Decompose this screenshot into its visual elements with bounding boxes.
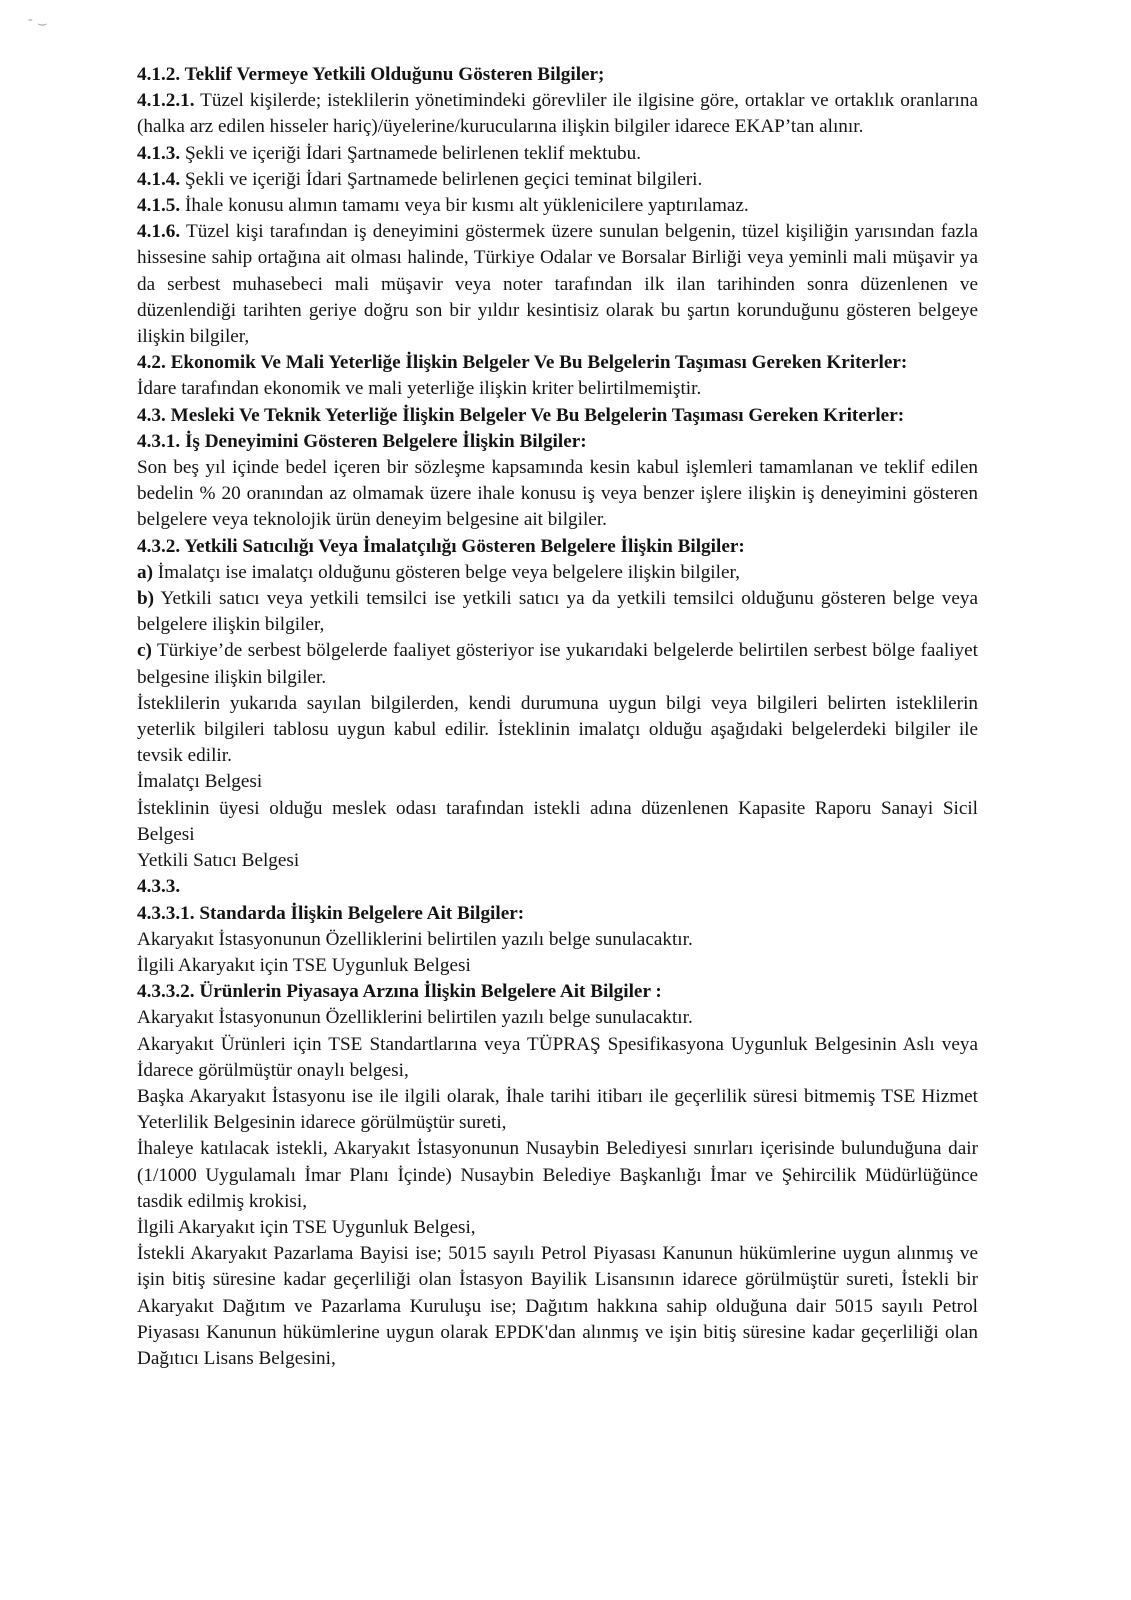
paragraph-text: Şekli ve içeriği İdari Şartnamede belirlenen teklif mektubu. xyxy=(180,142,642,164)
paragraph-text: İmalatçı Belgesi xyxy=(137,771,263,793)
paragraph-4-1-3 xyxy=(137,141,978,167)
paragraph-authorized-seller xyxy=(137,848,978,874)
item-number: 4.1.3. xyxy=(137,142,181,164)
paragraph-capacity-report xyxy=(137,796,978,848)
paragraph-nusaybin-sketch xyxy=(137,1136,978,1215)
scan-artifact-mark: - ͜ xyxy=(28,12,41,27)
paragraph-4-1-6 xyxy=(137,219,978,350)
heading-4-3-1 xyxy=(137,429,978,455)
paragraph-text: İsteklinin üyesi olduğu meslek odası tarafından istekli adına düzenlenen Kapasite Raporu Sanayi Sicil Belgesi xyxy=(137,797,978,845)
paragraph-fuel-products xyxy=(137,1032,978,1084)
document-body xyxy=(137,62,978,1372)
paragraph-text: İsteklilerin yukarıda sayılan bilgilerden, kendi durumuna uygun bilgi veya bilgileri belirten isteklilerin yeterlik bilgileri tablosu uygun kabul edilir. İsteklinin imalatçı olduğu aşağıdaki belgelerdeki bilgiler ile tevsik edilir. xyxy=(137,692,978,767)
paragraph-tse-conformity-2 xyxy=(137,1215,978,1241)
paragraph-text: Tüzel kişi tarafından iş deneyimini göstermek üzere sunulan belgenin, tüzel kişiliğin yarısından fazla hissesine sahip ortağına ait olması halinde, Türkiye Odalar ve Borsalar Birliği veya yeminli mali müşavir ya da serbest muhasebeci mali müşavir veya noter tarafından ilk ilan tarihinden sonra düzenlenen ve düzenlendiği tarihten geriye doğru son bir yıldır kesintisiz olarak bu şartın korunduğunu gösteren belgeye ilişkin bilgiler, xyxy=(137,221,978,348)
item-letter: b) xyxy=(137,588,155,610)
heading-4-1-2 xyxy=(137,62,978,88)
paragraph-text: Başka Akaryakıt İstasyonu ise ile ilgili olarak, İhale tarihi itibarı ile geçerlilik süresi bitmemiş TSE Hizmet Yeterlilik Belgesinin idarece görülmüştür sureti, xyxy=(137,1085,978,1134)
paragraph-text: İhale konusu alımın tamamı veya bir kısmı alt yüklenicilere yaptırılamaz. xyxy=(180,195,749,217)
item-letter: c) xyxy=(137,640,152,662)
paragraph-tse-conformity xyxy=(137,953,978,979)
heading-4-2 xyxy=(137,350,978,376)
item-number: 4.1.4. xyxy=(137,168,181,190)
heading-text: 4.1.2. Teklif Vermeye Yetkili Olduğunu Gösteren Bilgiler; xyxy=(137,64,605,85)
paragraph-4-1-5 xyxy=(137,193,978,219)
paragraph-work-experience xyxy=(137,455,978,534)
paragraph-text: Şekli ve içeriği İdari Şartnamede belirlenen geçici teminat bilgileri. xyxy=(180,168,703,190)
heading-text: 4.3.3.2. Ürünlerin Piyasaya Arzına İlişkin Belgelere Ait Bilgiler : xyxy=(137,981,662,1003)
paragraph-text: İmalatçı ise imalatçı olduğunu gösteren belge veya belgelere ilişkin bilgiler, xyxy=(152,561,740,583)
heading-text: 4.3.3.1. Standarda İlişkin Belgelere Ait Bilgiler: xyxy=(137,902,525,924)
paragraph-text: İlgili Akaryakıt için TSE Uygunluk Belgesi, xyxy=(137,1216,476,1238)
paragraph-dealer-license xyxy=(137,1241,978,1372)
list-item-b xyxy=(137,586,978,638)
item-number: 4.1.2.1. xyxy=(137,90,195,112)
paragraph-text: İlgili Akaryakıt için TSE Uygunluk Belgesi xyxy=(137,954,471,976)
paragraph-bidder-qualification xyxy=(137,691,978,770)
heading-text: 4.3.1. İş Deneyimini Gösteren Belgelere İlişkin Bilgiler: xyxy=(137,430,587,452)
paragraph-text: Son beş yıl içinde bedel içeren bir sözleşme kapsamında kesin kabul işlemleri tamamlanan ve teklif edilen bedelin % 20 oranından az olmamak üzere ihale konusu iş veya benzer işlere ilişkin iş deneyimini gösteren belgelere veya teknolojik ürün deneyim belgesine ait bilgiler. xyxy=(137,457,978,531)
heading-text: 4.3. Mesleki Ve Teknik Yeterliğe İlişkin Belgeler Ve Bu Belgelerin Taşıması Gereken Kriterler: xyxy=(137,404,905,426)
item-number: 4.1.5. xyxy=(137,195,181,217)
paragraph-text: Yetkili Satıcı Belgesi xyxy=(137,850,300,872)
paragraph-4-1-2-1 xyxy=(137,88,978,140)
heading-4-3-2 xyxy=(137,534,978,560)
heading-text: 4.3.2. Yetkili Satıcılığı Veya İmalatçılığı Gösteren Belgelere İlişkin Bilgiler: xyxy=(137,535,745,557)
paragraph-text: İhaleye katılacak istekli, Akaryakıt İstasyonunun Nusaybin Belediyesi sınırları içerisinde bulunduğuna dair (1/1000 Uygulamalı İmar Planı İçinde) Nusaybin Belediye Başkanlığı İmar ve Şehircilik Müdürlüğünce tasdik edilmiş krokisi, xyxy=(137,1138,978,1212)
paragraph-station-features xyxy=(137,927,978,953)
list-item-a xyxy=(137,560,978,586)
item-letter: a) xyxy=(137,561,153,583)
paragraph-text: İdare tarafından ekonomik ve mali yeterliğe ilişkin kriter belirtilmemiştir. xyxy=(137,378,702,400)
item-number: 4.1.6. xyxy=(137,221,181,243)
heading-text: 4.3.3. xyxy=(137,876,181,898)
paragraph-economic-criteria xyxy=(137,376,978,402)
heading-4-3-3-2 xyxy=(137,979,978,1005)
heading-4-3-3 xyxy=(137,874,978,900)
paragraph-4-1-4 xyxy=(137,167,978,193)
paragraph-manufacturer-document xyxy=(137,769,978,795)
paragraph-text: Yetkili satıcı veya yetkili temsilci ise yetkili satıcı ya da yetkili temsilci olduğunu gösteren belge veya belgelere ilişkin bilgiler, xyxy=(137,588,978,636)
paragraph-station-features-2 xyxy=(137,1005,978,1031)
paragraph-text: Türkiye’de serbest bölgelerde faaliyet gösteriyor ise yukarıdaki belgelerde belirtilen serbest bölge faaliyet belgesine ilişkin bilgiler. xyxy=(137,640,978,688)
heading-4-3 xyxy=(137,403,978,429)
heading-text: 4.2. Ekonomik Ve Mali Yeterliğe İlişkin Belgeler Ve Bu Belgelerin Taşıması Gereken Kriterler: xyxy=(137,352,908,374)
paragraph-text: Akaryakıt Ürünleri için TSE Standartlarına veya TÜPRAŞ Spesifikasyona Uygunluk Belgesinin Aslı veya İdarece görülmüştür onaylı belgesi, xyxy=(137,1033,978,1081)
paragraph-text: Tüzel kişilerde; isteklilerin yönetimindeki görevliler ile ilgisine göre, ortaklar ve ortaklık oranlarına (halka arz edilen hisseler hariç)/üyelerine/kurucularına ilişkin bilgiler idarece EKAP’tan alınır. xyxy=(137,90,978,138)
paragraph-other-station xyxy=(137,1084,978,1136)
paragraph-text: İstekli Akaryakıt Pazarlama Bayisi ise; 5015 sayılı Petrol Piyasası Kanunun hükümlerine uygun alınmış ve işin bitiş süresine kadar geçerliliği olan İstasyon Bayilik Lisansının idarece görülmüştür sureti, İstekli bir Akaryakıt Dağıtım ve Pazarlama Kuruluşu ise; Dağıtım hakkına sahip olduğuna dair 5015 sayılı Petrol Piyasası Kanunun hükümlerine uygun olarak EPDK'dan alınmış ve işin bitiş süresine kadar geçerliliği olan Dağıtıcı Lisans Belgesini, xyxy=(137,1243,978,1369)
paragraph-text: Akaryakıt İstasyonunun Özelliklerini belirtilen yazılı belge sunulacaktır. xyxy=(137,928,693,950)
paragraph-text: Akaryakıt İstasyonunun Özelliklerini belirtilen yazılı belge sunulacaktır. xyxy=(137,1007,693,1029)
list-item-c xyxy=(137,638,978,690)
heading-4-3-3-1 xyxy=(137,901,978,927)
